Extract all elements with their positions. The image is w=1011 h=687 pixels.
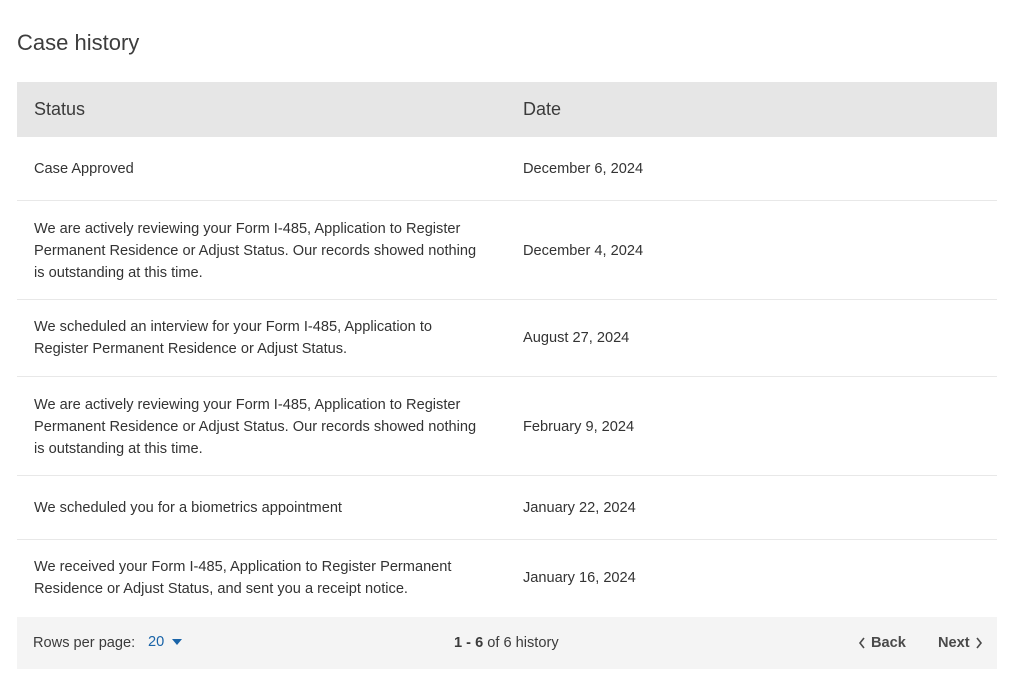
page-title: Case history [17, 30, 140, 55]
case-history-table [17, 82, 997, 616]
pagination-bar [17, 617, 997, 669]
next-label: Next [938, 635, 970, 651]
back-label: Back [871, 635, 906, 651]
rows-per-page-select[interactable] [148, 631, 182, 653]
back-button[interactable] [857, 633, 906, 653]
table-row [17, 377, 997, 476]
chevron-right-icon [974, 637, 984, 649]
range-bold: 1 - 6 [454, 635, 484, 651]
rows-per-page-value: 20 [148, 634, 165, 650]
rows-per-page-label: Rows per page: [33, 635, 136, 651]
row-date: February 9, 2024 [523, 419, 635, 435]
row-status: Case Approved [34, 161, 134, 177]
row-date: January 16, 2024 [523, 570, 636, 586]
row-date: December 4, 2024 [523, 243, 644, 259]
table-header [17, 82, 997, 137]
column-header-date: Date [523, 99, 562, 119]
table-row [17, 476, 997, 540]
row-status: We received your Form I-485, Application to Register Permanent Residence or Adjust Status, and sent you a receipt notice. [34, 559, 452, 597]
range-rest: of 6 history [483, 635, 559, 651]
table-row [17, 137, 997, 201]
row-status: We are actively reviewing your Form I-485, Application to Register Permanent Residence or Adjust Status. Our records showed nothing is outstanding at this time. [34, 221, 477, 281]
table-row [17, 540, 997, 616]
caret-down-icon [172, 639, 182, 645]
next-button[interactable] [938, 633, 984, 653]
row-status: We are actively reviewing your Form I-485, Application to Register Permanent Residence or Adjust Status. Our records showed nothing is outstanding at this time. [34, 397, 477, 457]
table-row [17, 300, 997, 377]
row-date: January 22, 2024 [523, 500, 636, 516]
column-header-status: Status [34, 99, 86, 119]
row-date: August 27, 2024 [523, 330, 630, 346]
table-row [17, 201, 997, 300]
pagination-range [454, 633, 559, 653]
row-date: December 6, 2024 [523, 161, 644, 177]
row-status: We scheduled you for a biometrics appointment [34, 500, 342, 516]
row-status: We scheduled an interview for your Form I-485, Application to Register Permanent Residence or Adjust Status. [34, 319, 433, 357]
chevron-left-icon [857, 637, 867, 649]
